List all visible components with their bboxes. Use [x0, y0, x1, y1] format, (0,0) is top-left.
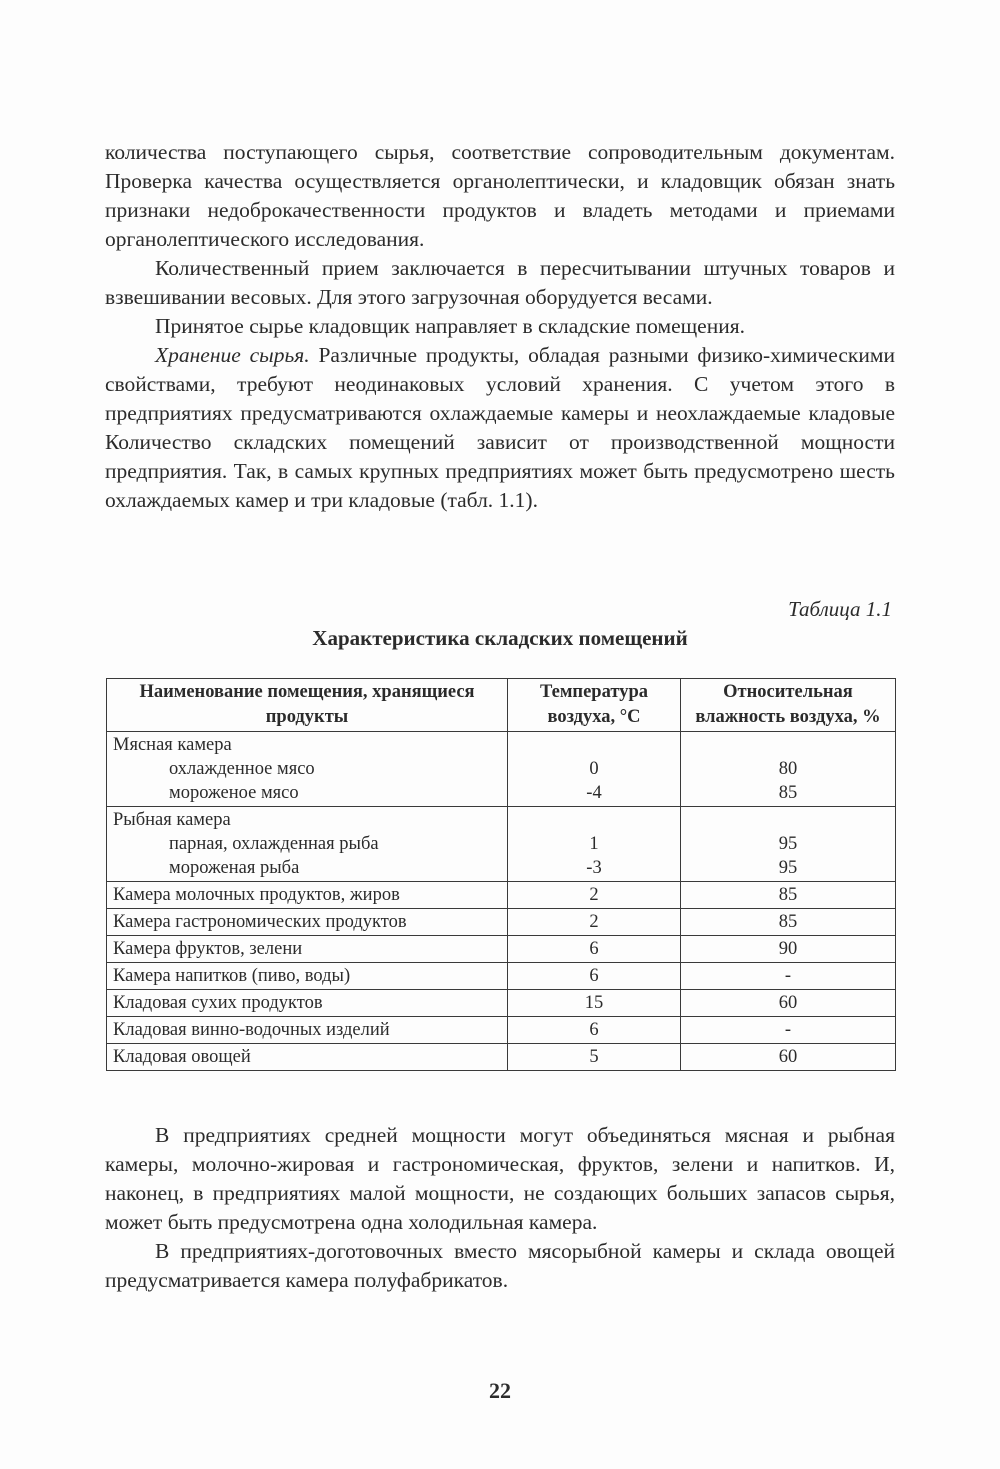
room-name-cell: Камера гастрономических продуктов [107, 909, 508, 936]
humidity-cell: 60 [681, 990, 896, 1017]
temperature-value: 1 [589, 834, 599, 854]
body-text-top [105, 138, 895, 515]
humidity-cell: 85 [681, 909, 896, 936]
table-row-group-fish [107, 807, 896, 882]
room-name-cell: Кладовая сухих продуктов [107, 990, 508, 1017]
room-name-cell: Кладовая овощей [107, 1044, 508, 1071]
room-name-cell: Камера напитков (пиво, воды) [107, 963, 508, 990]
room-name-cell [107, 732, 508, 807]
table-row [107, 1044, 896, 1071]
temperature-cell: 2 [508, 909, 681, 936]
temperature-cell: 5 [508, 1044, 681, 1071]
table-number-label: Таблица 1.1 [788, 597, 892, 621]
temperature-value: -3 [586, 858, 602, 878]
group-title: Мясная камера [113, 735, 232, 755]
humidity-cell: 60 [681, 1044, 896, 1071]
header-room-name: Наименование помещения, хранящиеся продукты [107, 679, 508, 732]
table-row [107, 963, 896, 990]
group-item-name: охлажденное мясо [169, 759, 315, 779]
room-name-cell: Камера молочных продуктов, жиров [107, 882, 508, 909]
humidity-value: 85 [778, 783, 798, 803]
storage-table [106, 678, 896, 1071]
room-name-cell: Кладовая винно-водочных изделий [107, 1017, 508, 1044]
temperature-cell: 6 [508, 1017, 681, 1044]
temperature-value: -4 [586, 783, 602, 803]
body-text-bottom [105, 1121, 895, 1295]
paragraph-raw-storage [105, 341, 895, 515]
temperature-cell: 2 [508, 882, 681, 909]
temperature-cell: 6 [508, 936, 681, 963]
humidity-cell [681, 807, 896, 882]
humidity-cell: - [681, 1017, 896, 1044]
paragraph-lead-term: Хранение сырья. [155, 343, 310, 367]
group-title: Рыбная камера [113, 810, 231, 830]
paragraph-quantity-acceptance: Количественный прием заключается в пересчитывании штучных товаров и взвешивании весовых. Для этого загрузочная оборудуется весами. [105, 256, 895, 309]
humidity-value: 95 [778, 834, 798, 854]
humidity-cell: 90 [681, 936, 896, 963]
header-relative-humidity: Относительная влажность воздуха, % [681, 679, 896, 732]
group-item-name: парная, охлажденная рыба [169, 834, 379, 854]
table-title: Характеристика складских помещений [312, 626, 688, 650]
table-header-row [107, 679, 896, 732]
humidity-cell [681, 732, 896, 807]
paragraph-medium-capacity: В предприятиях средней мощности могут объединяться мясная и рыбная камеры, молочно-жировая и гастрономическая, фруктов, зелени и напитков. И, наконец, в предприятиях малой мощности, не создающих больших запасов сырья, может быть предусмотрена одна холодильная камера. [105, 1123, 895, 1234]
temperature-cell [508, 732, 681, 807]
temperature-value: 0 [589, 759, 599, 779]
paragraph-semi-finished: В предприятиях-доготовочных вместо мясорыбной камеры и склада овощей предусматривается камера полуфабрикатов. [105, 1239, 895, 1292]
header-air-temperature: Температура воздуха, °С [508, 679, 681, 732]
table-row [107, 882, 896, 909]
table-row-group-meat [107, 732, 896, 807]
table-row [107, 936, 896, 963]
group-item-name: мороженая рыба [169, 858, 300, 878]
page-number: 22 [489, 1378, 511, 1403]
paragraph-quality-check: количества поступающего сырья, соответствие сопроводительным документам. Проверка качества осуществляется органолептически, и кладовщик обязан знать признаки недоброкачественности продуктов и владеть методами и приемами органолептического исследования. [105, 140, 895, 251]
group-item-name: мороженое мясо [169, 783, 299, 803]
table-row [107, 909, 896, 936]
table-row [107, 1017, 896, 1044]
humidity-cell: 85 [681, 882, 896, 909]
humidity-value: 95 [778, 858, 798, 878]
paragraph-raw-storage-text: Различные продукты, обладая разными физико-химическими свойствами, требуют неодинаковых условий хранения. С учетом этого в предприятиях предусматриваются охлаждаемые камеры и неохлаждаемые кладовые Количество складских помещений зависит от производственной мощности предприятия. Так, в самых крупных предприятиях может быть предусмотрено шесть охлаждаемых камер и три кладовые (табл. 1.1). [105, 343, 895, 512]
room-name-cell: Камера фруктов, зелени [107, 936, 508, 963]
table-row [107, 990, 896, 1017]
humidity-value: 80 [778, 759, 798, 779]
temperature-cell: 15 [508, 990, 681, 1017]
temperature-cell [508, 807, 681, 882]
humidity-cell: - [681, 963, 896, 990]
temperature-cell: 6 [508, 963, 681, 990]
room-name-cell [107, 807, 508, 882]
paragraph-storage-direction: Принятое сырье кладовщик направляет в складские помещения. [155, 314, 745, 338]
